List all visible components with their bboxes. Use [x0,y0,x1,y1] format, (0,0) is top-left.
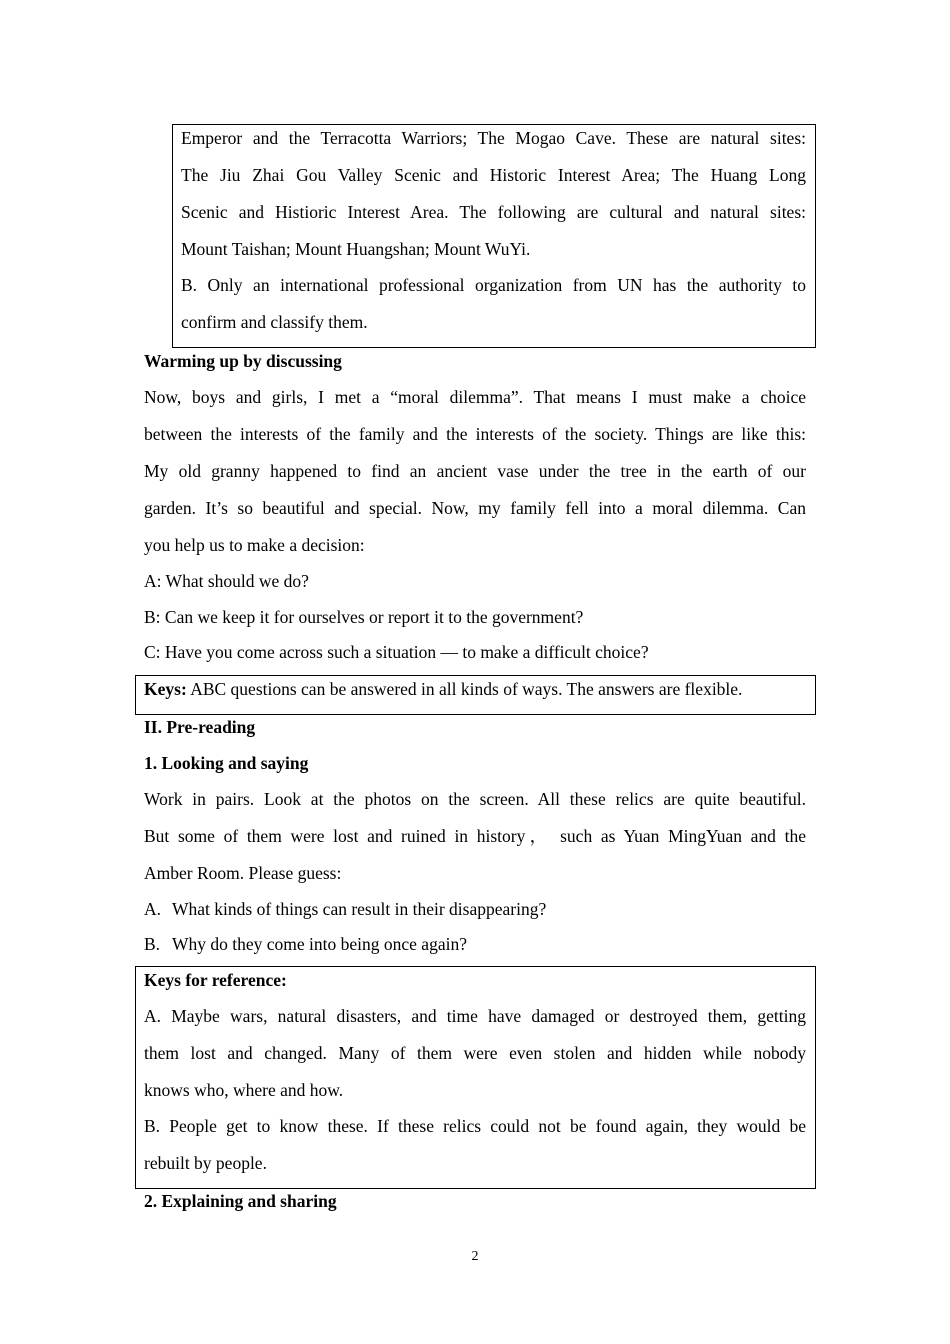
warming-line-4: garden. It’s so beautiful and special. Now, my family fell into a moral dilemma. Can [144,498,806,518]
box1-line-5: B. Only an international professional organization from UN has the authority to [181,275,806,295]
prereading-heading: II. Pre-reading [144,717,256,737]
guess-item-a-marker: A. [144,899,162,919]
warming-line-5: you help us to make a decision: [144,535,365,555]
warming-line-1: Now, boys and girls, I met a “moral dilemma”. That means I must make a choice [144,387,806,407]
keys-label: Keys: [144,679,187,699]
looking-saying-heading: 1. Looking and saying [144,753,309,773]
question-c: C: Have you come across such a situation — to make a difficult choice? [144,642,649,662]
keys2-line-2: them lost and changed. Many of them were even stolen and hidden while nobody [144,1043,806,1063]
box1-line-3: Scenic and Histioric Interest Area. The following are cultural and natural sites: [181,202,806,222]
explaining-sharing-heading: 2. Explaining and sharing [144,1191,337,1211]
box1-line-2: The Jiu Zhai Gou Valley Scenic and Historic Interest Area; The Huang Long [181,165,806,185]
page-number: 2 [471,1249,479,1264]
keys2-line-1: A. Maybe wars, natural disasters, and time have damaged or destroyed them, getting [144,1006,806,1026]
keys2-line-3: knows who, where and how. [144,1080,344,1100]
question-a: A: What should we do? [144,571,309,591]
prereading-line-2: But some of them were lost and ruined in history， such as Yuan MingYuan and the [144,826,806,846]
guess-item-b: Why do they come into being once again? [172,934,467,954]
keys-text: ABC questions can be answered in all kinds of ways. The answers are flexible. [186,679,743,699]
box1-line-1: Emperor and the Terracotta Warriors; The Mogao Cave. These are natural sites: [181,128,806,148]
prereading-line-3: Amber Room. Please guess: [144,863,342,883]
keys2-line-4: B. People get to know these. If these relics could not be found again, they would be [144,1116,806,1136]
question-b: B: Can we keep it for ourselves or report it to the government? [144,607,584,627]
keys2-line-5: rebuilt by people. [144,1153,267,1173]
guess-item-a: What kinds of things can result in their disappearing? [172,899,547,919]
keys-reference-label: Keys for reference: [144,970,287,990]
keys-line [144,678,742,700]
warming-line-3: My old granny happened to find an ancient vase under the tree in the earth of our [144,461,806,481]
warming-heading: Warming up by discussing [144,351,342,371]
warming-line-2: between the interests of the family and the interests of the society. Things are like this: [144,424,806,444]
prereading-line-1: Work in pairs. Look at the photos on the screen. All these relics are quite beautiful. [144,789,806,809]
box1-line-4: Mount Taishan; Mount Huangshan; Mount WuYi. [181,239,531,259]
guess-item-b-marker: B. [144,934,161,954]
box1-line-6: confirm and classify them. [181,312,368,332]
